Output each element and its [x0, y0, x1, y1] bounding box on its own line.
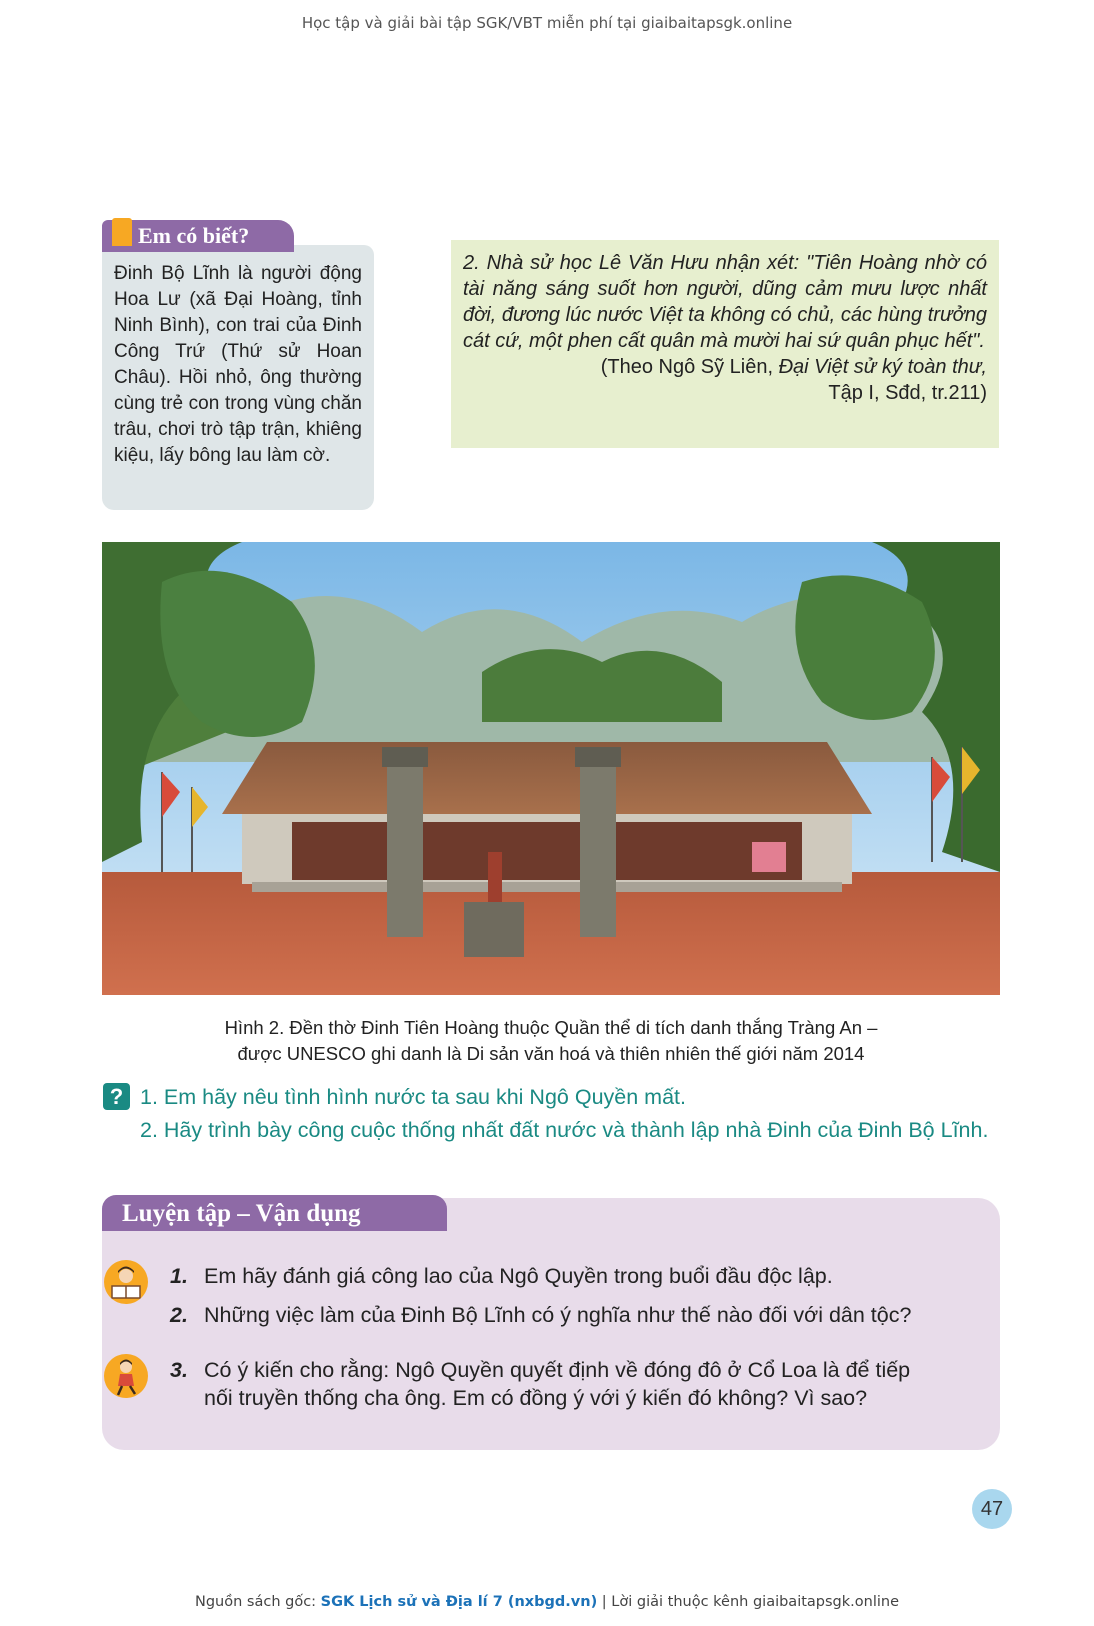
quote-source-suffix: Tập I, Sđd, tr.211) [828, 382, 987, 404]
header-note: Học tập và giải bài tập SGK/VBT miễn phí tại giaibaitapsgk.online [301, 14, 793, 32]
caption-line-1: Hình 2. Đền thờ Đinh Tiên Hoàng thuộc Quần thể di tích danh thắng Tràng An – [224, 1017, 878, 1038]
footer-suffix: | Lời giải thuộc kênh giaibaitapsgk.online [597, 1594, 899, 1610]
practice-item-3-line-1: Có ý kiến cho rằng: Ngô Quyền quyết định về đóng đô ở Cổ Loa là để tiếp [204, 1358, 911, 1382]
question-icon: ? [103, 1083, 130, 1110]
know-box [102, 245, 374, 510]
quote-source [463, 354, 987, 406]
page-number: 47 [972, 1489, 1012, 1529]
know-box-title: Em có biết? [138, 223, 250, 248]
question-2: 2. Hãy trình bày công cuộc thống nhất đất nước và thành lập nhà Đinh của Đinh Bộ Lĩnh. [140, 1118, 989, 1142]
footer-source-link[interactable]: SGK Lịch sử và Địa lí 7 (nxbgd.vn) [320, 1594, 598, 1610]
practice-title: Luyện tập – Vận dụng [102, 1195, 447, 1231]
temple-photo [102, 542, 1000, 995]
figure-caption [102, 1015, 1000, 1067]
quote-source-title: Đại Việt sử ký toàn thư, [778, 356, 987, 378]
practice-item-1 [170, 1262, 833, 1290]
quote-text: 2. Nhà sử học Lê Văn Hưu nhận xét: "Tiên Hoàng nhờ có tài năng sáng suốt hơn người, dũng cảm mưu lược nhất đời, đương lúc nước Việt ta không có chủ, các hùng trưởng cát cứ, một phen cất quân mà mười hai sứ quân phục hết". [463, 252, 987, 352]
practice-item-1-num: 1. [170, 1264, 188, 1288]
question-1: 1. Em hãy nêu tình hình nước ta sau khi Ngô Quyền mất. [140, 1085, 686, 1109]
caption-line-2: được UNESCO ghi danh là Di sản văn hoá và thiên nhiên thế giới năm 2014 [237, 1043, 865, 1064]
student-running-icon [104, 1354, 148, 1398]
bookmark-icon [112, 218, 132, 246]
practice-item-3-line-2: nối truyền thống cha ông. Em có đồng ý với ý kiến đó không? Vì sao? [204, 1386, 868, 1410]
practice-item-2-num: 2. [170, 1303, 188, 1327]
practice-item-3 [170, 1356, 910, 1412]
practice-item-2-text: Những việc làm của Đinh Bộ Lĩnh có ý nghĩa như thế nào đối với dân tộc? [204, 1303, 912, 1327]
footer-prefix: Nguồn sách gốc: [195, 1594, 321, 1610]
footer [0, 1594, 1094, 1610]
practice-item-3-num: 3. [170, 1358, 188, 1382]
quote-box [451, 240, 999, 448]
know-box-tab [102, 220, 294, 252]
practice-item-1-text: Em hãy đánh giá công lao của Ngô Quyền trong buổi đầu độc lập. [204, 1264, 833, 1288]
student-reading-icon [104, 1260, 148, 1304]
quote-source-prefix: (Theo Ngô Sỹ Liên, [600, 356, 779, 378]
know-box-text: Đinh Bộ Lĩnh là người động Hoa Lư (xã Đại Hoàng, tỉnh Ninh Bình), con trai của Đinh Công Trứ (Thứ sử Hoan Châu). Hồi nhỏ, ông thường cùng trẻ con trong vùng chăn trâu, chơi trò tập trận, khiêng kiệu, lấy bông lau làm cờ. [114, 263, 362, 466]
practice-item-2 [170, 1301, 911, 1329]
